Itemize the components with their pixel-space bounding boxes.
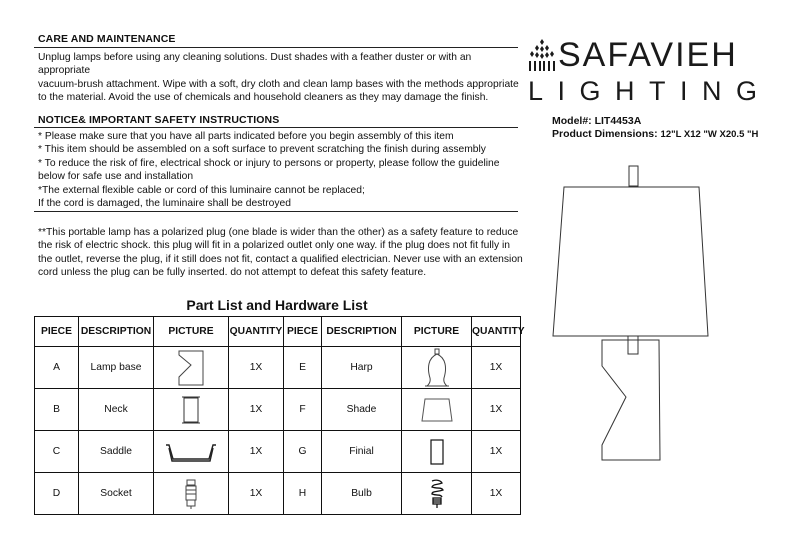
brand-name: SAFAVIEH — [558, 36, 738, 74]
shade-outline — [553, 187, 708, 336]
header-quantity: QUANTITY — [229, 317, 284, 347]
safavieh-logo-icon — [527, 38, 557, 72]
piece-cell: D — [35, 473, 79, 515]
safety-line: *The external flexible cable or cord of this luminaire cannot be replaced; — [38, 184, 365, 196]
parts-table-title: Part List and Hardware List — [186, 297, 368, 313]
quantity-cell: 1X — [472, 389, 521, 431]
safety-line: * Please make sure that you have all parts indicated before you begin assembly of this item — [38, 131, 454, 142]
model-value: LIT4453A — [594, 115, 642, 127]
safety-bottom-rule — [34, 211, 518, 212]
safety-heading-rule — [34, 127, 518, 128]
quantity-cell: 1X — [229, 473, 284, 515]
header-description: DESCRIPTION — [322, 317, 402, 347]
quantity-cell: 1X — [229, 347, 284, 389]
header-piece: PIECE — [284, 317, 322, 347]
header-description: DESCRIPTION — [79, 317, 154, 347]
plug-paragraph — [38, 226, 523, 280]
harp-icon — [422, 348, 452, 388]
header-picture: PICTURE — [402, 317, 472, 347]
description-cell: Saddle — [79, 431, 154, 473]
dimensions-label: Product Dimensions: — [552, 128, 658, 140]
description-cell: Bulb — [322, 473, 402, 515]
picture-cell — [154, 473, 229, 515]
lamp-base-icon — [171, 349, 211, 387]
piece-cell: F — [284, 389, 322, 431]
care-heading: CARE AND MAINTENANCE — [38, 33, 176, 45]
saddle-icon — [163, 439, 219, 465]
care-line: to the material. Avoid the use of chemicals and household cleaners as they may damage the finish. — [38, 92, 489, 104]
care-line: vacuum-brush attachment. Wipe with a soft, dry cloth and clean lamp bases with the methods appropriate — [38, 78, 519, 90]
description-cell: Neck — [79, 389, 154, 431]
care-line: appropriate — [38, 65, 91, 77]
table-row — [35, 389, 521, 431]
piece-cell: C — [35, 431, 79, 473]
shade-icon — [419, 396, 455, 424]
safety-line: * This item should be assembled on a soft surface to prevent scratching the finish during assembly — [38, 144, 486, 156]
picture-cell — [154, 347, 229, 389]
table-row — [35, 473, 521, 515]
neck-outline — [628, 336, 638, 354]
neck-icon — [179, 395, 203, 425]
table-header-row — [35, 317, 521, 347]
care-paragraph — [38, 51, 519, 105]
table-row — [35, 347, 521, 389]
model-line — [552, 115, 641, 127]
description-cell: Harp — [322, 347, 402, 389]
finial-icon — [427, 437, 447, 467]
plug-line: cord unless the plug can be fully inserted. do not attempt to defeat this safety feature. — [38, 267, 427, 279]
plug-line: the outlet, reverse the plug, if it still does not fit, contact a qualified electrician. Never use with an extension — [38, 253, 523, 265]
lamp-illustration — [540, 160, 720, 478]
description-cell: Socket — [79, 473, 154, 515]
plug-line: **This portable lamp has a polarized plug (one blade is wider than the other) as a safety feature to reduce — [38, 227, 519, 238]
safety-paragraph — [38, 130, 500, 210]
model-label: Model#: — [552, 115, 592, 127]
description-cell: Shade — [322, 389, 402, 431]
picture-cell — [154, 431, 229, 473]
header-picture: PICTURE — [154, 317, 229, 347]
picture-cell — [154, 389, 229, 431]
safety-heading: NOTICE& IMPORTANT SAFETY INSTRUCTIONS — [38, 114, 280, 126]
picture-cell — [402, 347, 472, 389]
quantity-cell: 1X — [229, 431, 284, 473]
safety-line: below for safe use and installation — [38, 171, 194, 183]
quantity-cell: 1X — [472, 347, 521, 389]
safety-line: If the cord is damaged, the luminaire shall be destroyed — [38, 198, 291, 210]
description-cell: Finial — [322, 431, 402, 473]
base-outline — [602, 340, 660, 460]
quantity-cell: 1X — [472, 431, 521, 473]
care-line: Unplug lamps before using any cleaning solutions. Dust shades with a feather duster or with an — [38, 52, 472, 63]
quantity-cell: 1X — [229, 389, 284, 431]
table-row — [35, 431, 521, 473]
piece-cell: A — [35, 347, 79, 389]
picture-cell — [402, 431, 472, 473]
dimensions-value: 12"L X12 "W X20.5 "H — [660, 129, 759, 140]
brand-subtitle: LIGHTING — [528, 76, 772, 106]
care-heading-rule — [34, 47, 518, 48]
bulb-icon — [425, 477, 449, 511]
header-quantity: QUANTITY — [472, 317, 521, 347]
picture-cell — [402, 389, 472, 431]
parts-table — [34, 316, 525, 515]
safety-line: * To reduce the risk of fire, electrical shock or injury to persons or property, please follow the guideline — [38, 157, 500, 169]
description-cell: Lamp base — [79, 347, 154, 389]
quantity-cell: 1X — [472, 473, 521, 515]
header-piece: PIECE — [35, 317, 79, 347]
piece-cell: E — [284, 347, 322, 389]
picture-cell — [402, 473, 472, 515]
finial-top — [629, 166, 638, 186]
dimensions-line — [552, 128, 758, 140]
piece-cell: G — [284, 431, 322, 473]
piece-cell: H — [284, 473, 322, 515]
socket-icon — [181, 478, 201, 510]
plug-line: the risk of electric shock. this plug will fit in a polarized outlet only one way. if the plug does not fit fully in — [38, 240, 510, 252]
piece-cell: B — [35, 389, 79, 431]
